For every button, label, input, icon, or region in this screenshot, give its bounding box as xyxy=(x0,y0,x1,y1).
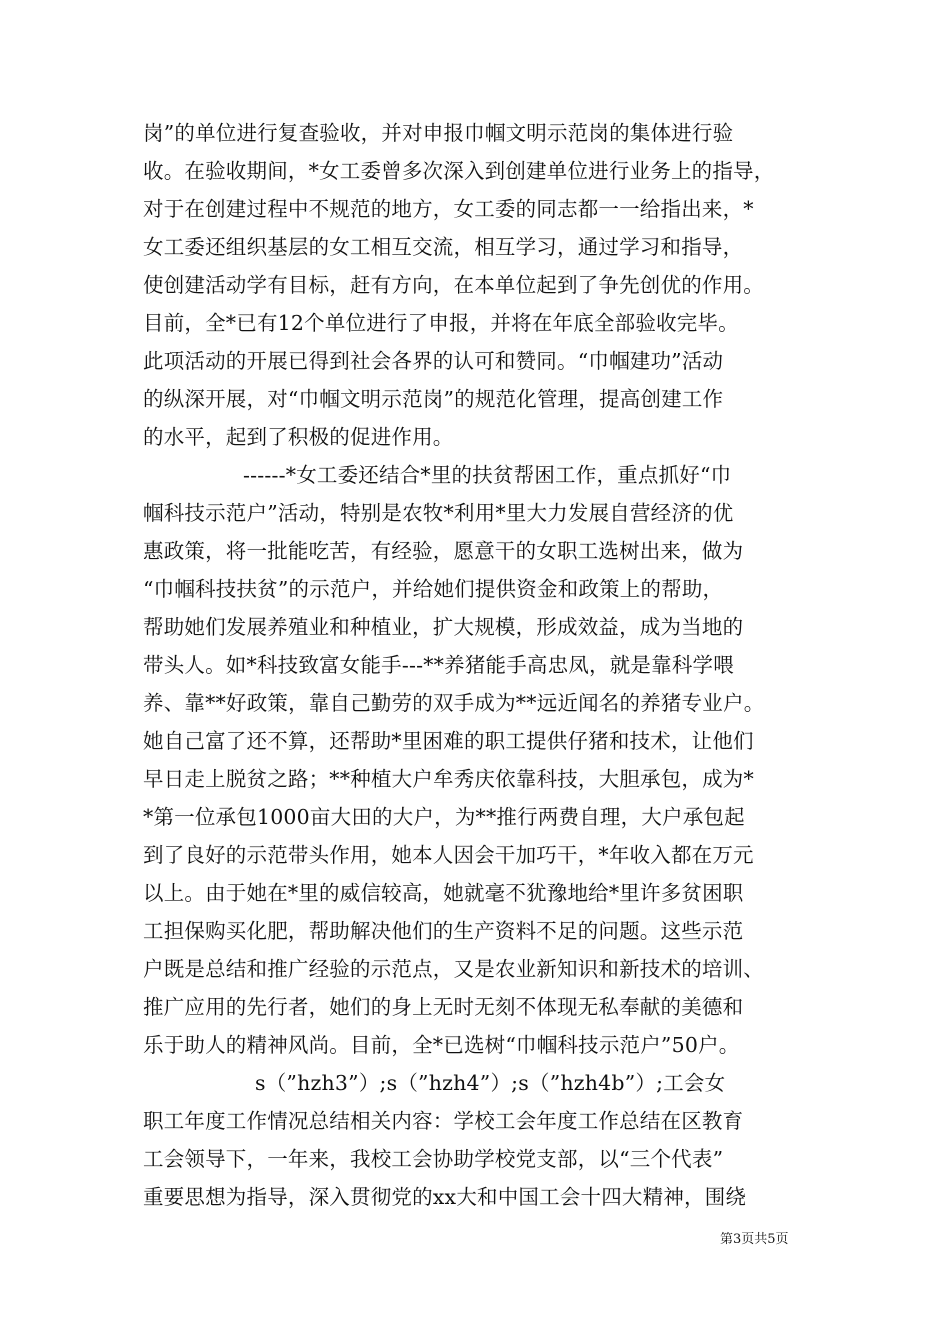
text-line: “巾帼科技扶贫”的示范户，并给她们提供资金和政策上的帮助， xyxy=(143,577,724,601)
text-line: 女工委还组织基层的女工相互交流，相互学习，通过学习和指导， xyxy=(143,235,744,259)
text-line: 以上。由于她在*里的威信较高，她就毫不犹豫地给*里许多贫困职 xyxy=(143,881,744,905)
text-line: 收。在验收期间，*女工委曾多次深入到创建单位进行业务上的指导， xyxy=(143,159,775,183)
text-line: 养、靠**好政策，靠自己勤劳的双手成为**远近闻名的养猪专业户。 xyxy=(143,691,765,715)
text-line: 她自己富了还不算，还帮助*里困难的职工提供仔猪和技术，让他们 xyxy=(143,729,754,753)
text-line: 目前，全*已有12个单位进行了申报，并将在年底全部验收完毕。 xyxy=(143,311,739,335)
page-number: 第3页共5页 xyxy=(720,1232,789,1247)
text-line: 到了良好的示范带头作用，她本人因会干加巧干，*年收入都在万元 xyxy=(143,843,754,867)
text-line: 帮助她们发展养殖业和种植业，扩大规模，形成效益，成为当地的 xyxy=(143,615,744,639)
text-line: 的水平，起到了积极的促进作用。 xyxy=(143,425,454,449)
text-line: 乐于助人的精神风尚。目前，全*已选树“巾帼科技示范户”50户。 xyxy=(143,1033,740,1057)
text-line: 户既是总结和推广经验的示范点，又是农业新知识和新技术的培训、 xyxy=(143,957,764,981)
text-line: ------*女工委还结合*里的扶贫帮困工作，重点抓好“巾 xyxy=(243,463,732,487)
text-line: 重要思想为指导，深入贯彻党的xx大和中国工会十四大精神，围绕 xyxy=(143,1185,747,1209)
text-line: 使创建活动学有目标，赶有方向，在本单位起到了争先创优的作用。 xyxy=(143,273,764,297)
text-line: 职工年度工作情况总结相关内容：学校工会年度工作总结在区教育 xyxy=(143,1109,744,1133)
text-line: 惠政策，将一批能吃苦，有经验，愿意干的女职工选树出来，做为 xyxy=(143,539,744,563)
text-line: *第一位承包1000亩大田的大户，为**推行两费自理，大户承包起 xyxy=(143,805,745,829)
text-line: 推广应用的先行者，她们的身上无时无刻不体现无私奉献的美德和 xyxy=(143,995,744,1019)
text-line: 工会领导下，一年来，我校工会协助学校党支部，以“三个代表” xyxy=(143,1147,724,1171)
text-line: 早日走上脱贫之路；**种植大户牟秀庆依靠科技，大胆承包，成为* xyxy=(143,767,754,791)
text-line: 带头人。如*科技致富女能手---**养猪能手高忠凤，就是靠科学喂 xyxy=(143,653,734,677)
text-line: 的纵深开展，对“巾帼文明示范岗”的规范化管理，提高创建工作 xyxy=(143,387,724,411)
text-line: 此项活动的开展已得到社会各界的认可和赞同。“巾帼建功”活动 xyxy=(143,349,724,373)
text-line: 工担保购买化肥，帮助解决他们的生产资料不足的问题。这些示范 xyxy=(143,919,744,943)
text-line: s（”hzh3”）;s（”hzh4”）;s（”hzh4b”）;工会女 xyxy=(255,1071,726,1095)
text-line: 岗”的单位进行复查验收，并对申报巾帼文明示范岗的集体进行验 xyxy=(143,121,734,145)
text-line: 帼科技示范户”活动，特别是农牧*利用*里大力发展自营经济的优 xyxy=(143,501,734,525)
text-line: 对于在创建过程中不规范的地方，女工委的同志都一一给指出来，* xyxy=(143,197,754,221)
